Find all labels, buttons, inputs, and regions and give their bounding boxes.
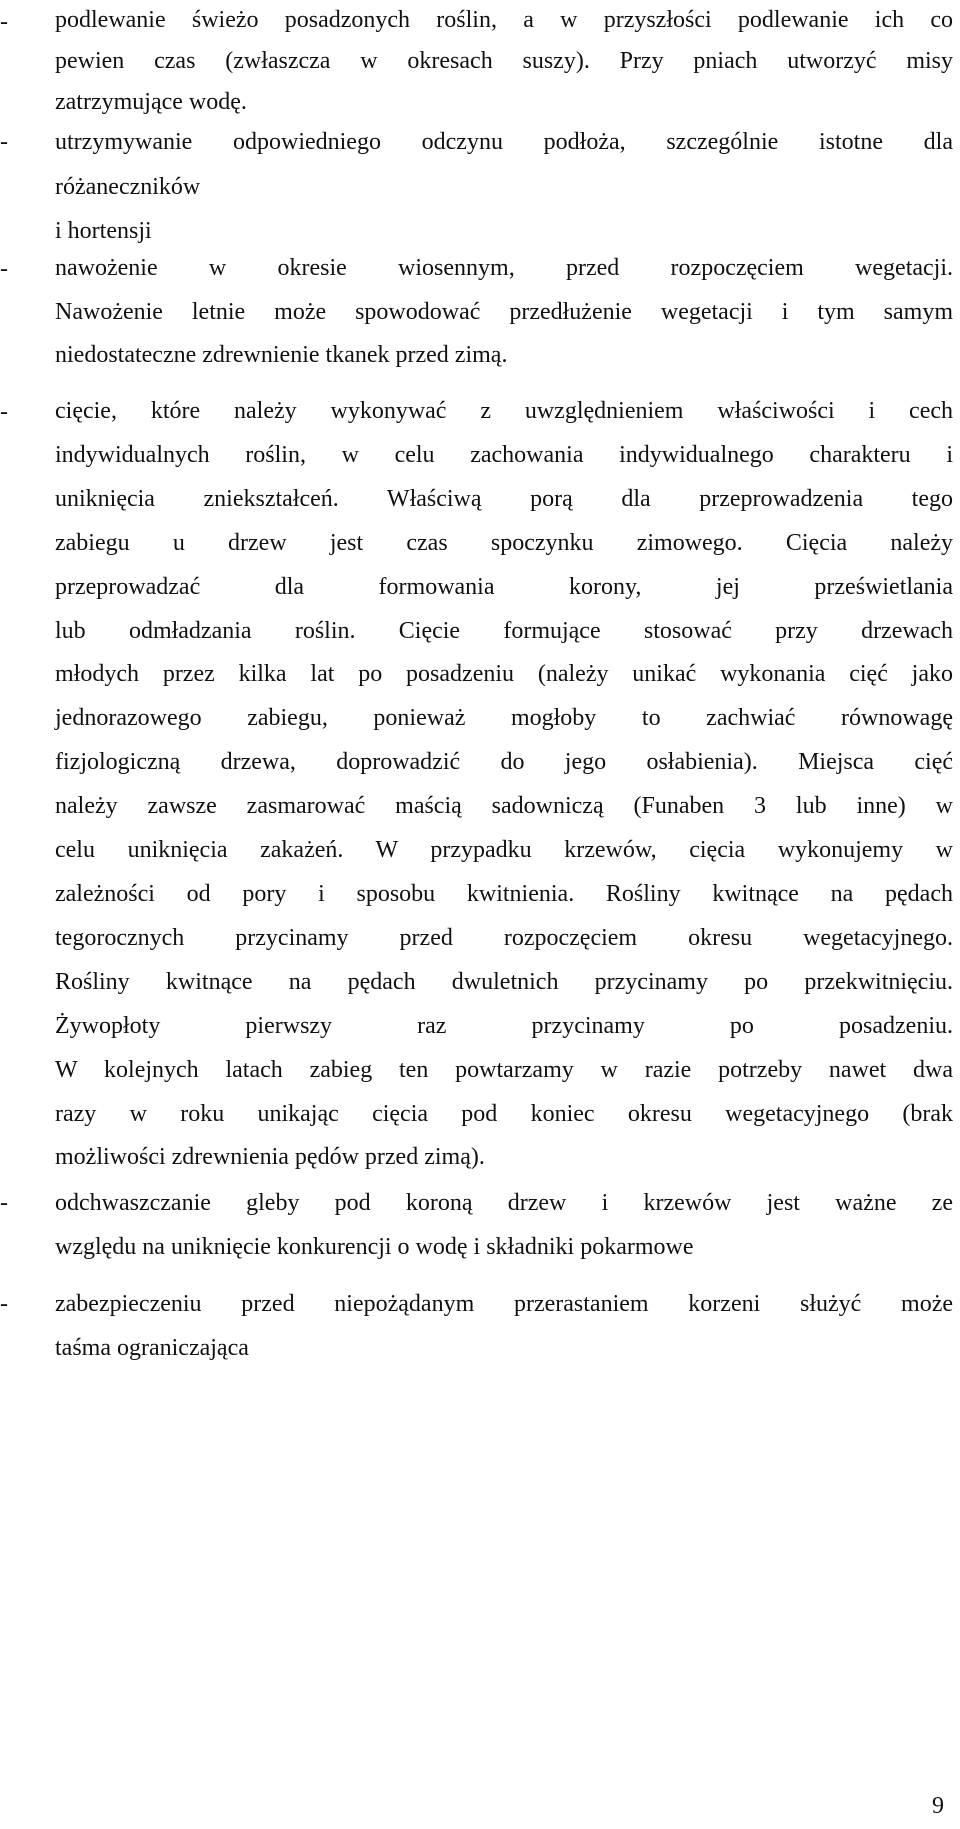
text-line: celu uniknięcia zakażeń. W przypadku krzewów, cięcia wykonujemy w: [55, 837, 953, 864]
text-line: cięcie, które należy wykonywać z uwzględnieniem właściwości i cech: [55, 398, 953, 424]
list-item-text: [55, 390, 953, 1180]
text-line: względu na uniknięcie konkurencji o wodę i składniki pokarmowe: [55, 1234, 694, 1260]
text-line: tegorocznych przycinamy przed rozpoczęciem okresu wegetacyjnego.: [55, 924, 953, 951]
text-line: lub odmładzania roślin. Cięcie formujące stosować przy drzewach: [55, 617, 953, 644]
text-line: zabiegu u drzew jest czas spoczynku zimowego. Cięcia należy: [55, 529, 953, 556]
list-item-text: [55, 120, 953, 254]
list-dash: -: [0, 1291, 8, 1317]
text-line: pewien czas (zwłaszcza w okresach suszy). Przy pniach utworzyć misy: [55, 48, 953, 74]
text-line: zależności od pory i sposobu kwitnienia. Rośliny kwitnące na pędach: [55, 880, 953, 907]
text-line: podlewanie świeżo posadzonych roślin, a w przyszłości podlewanie ich co: [55, 7, 953, 33]
list-dash: -: [0, 9, 8, 35]
list-item-text: [55, 0, 953, 123]
text-line: utrzymywanie odpowiedniego odczynu podłoża, szczególnie istotne dla: [55, 129, 953, 155]
list-dash: -: [0, 129, 8, 155]
text-line: Nawożenie letnie może spowodować przedłużenie wegetacji i tym samym: [55, 298, 953, 325]
text-line: i hortensji: [55, 218, 152, 244]
text-line: razy w roku unikając cięcia pod koniec okresu wegetacyjnego (brak: [55, 1100, 953, 1127]
text-line: możliwości zdrewnienia pędów przed zimą).: [55, 1144, 485, 1171]
text-line: przeprowadzać dla formowania korony, jej prześwietlania: [55, 573, 953, 600]
list-item-text: [55, 1282, 953, 1370]
text-line: zabezpieczeniu przed niepożądanym przerastaniem korzeni służyć może: [55, 1291, 953, 1317]
list-item-text: [55, 247, 953, 378]
text-line: Żywopłoty pierwszy raz przycinamy po posadzeniu.: [55, 1012, 953, 1039]
text-line: taśma ograniczająca: [55, 1335, 249, 1361]
text-line: jednorazowego zabiegu, ponieważ mogłoby to zachwiać równowagę: [55, 705, 953, 732]
text-line: W kolejnych latach zabieg ten powtarzamy w razie potrzeby nawet dwa: [55, 1056, 953, 1083]
text-line: fizjologiczną drzewa, doprowadzić do jego osłabienia). Miejsca cięć: [55, 749, 953, 776]
list-dash: -: [0, 256, 8, 282]
text-line: uniknięcia zniekształceń. Właściwą porą dla przeprowadzenia tego: [55, 485, 953, 512]
text-line: odchwaszczanie gleby pod koroną drzew i krzewów jest ważne ze: [55, 1190, 953, 1216]
text-line: młodych przez kilka lat po posadzeniu (należy unikać wykonania cięć jako: [55, 661, 953, 688]
text-line: różaneczników: [55, 173, 201, 200]
page-number: 9: [932, 1793, 944, 1819]
text-line: należy zawsze zasmarować maścią sadowniczą (Funaben 3 lub inne) w: [55, 793, 953, 820]
text-line: nawożenie w okresie wiosennym, przed rozpoczęciem wegetacji.: [55, 255, 953, 281]
text-line: Rośliny kwitnące na pędach dwuletnich przycinamy po przekwitnięciu.: [55, 968, 953, 995]
text-line: indywidualnych roślin, w celu zachowania indywidualnego charakteru i: [55, 441, 953, 468]
text-line: niedostateczne zdrewnienie tkanek przed zimą.: [55, 342, 508, 368]
list-item-text: [55, 1181, 953, 1269]
list-dash: -: [0, 1190, 8, 1216]
text-line: zatrzymujące wodę.: [55, 89, 247, 115]
list-dash: -: [0, 399, 8, 425]
